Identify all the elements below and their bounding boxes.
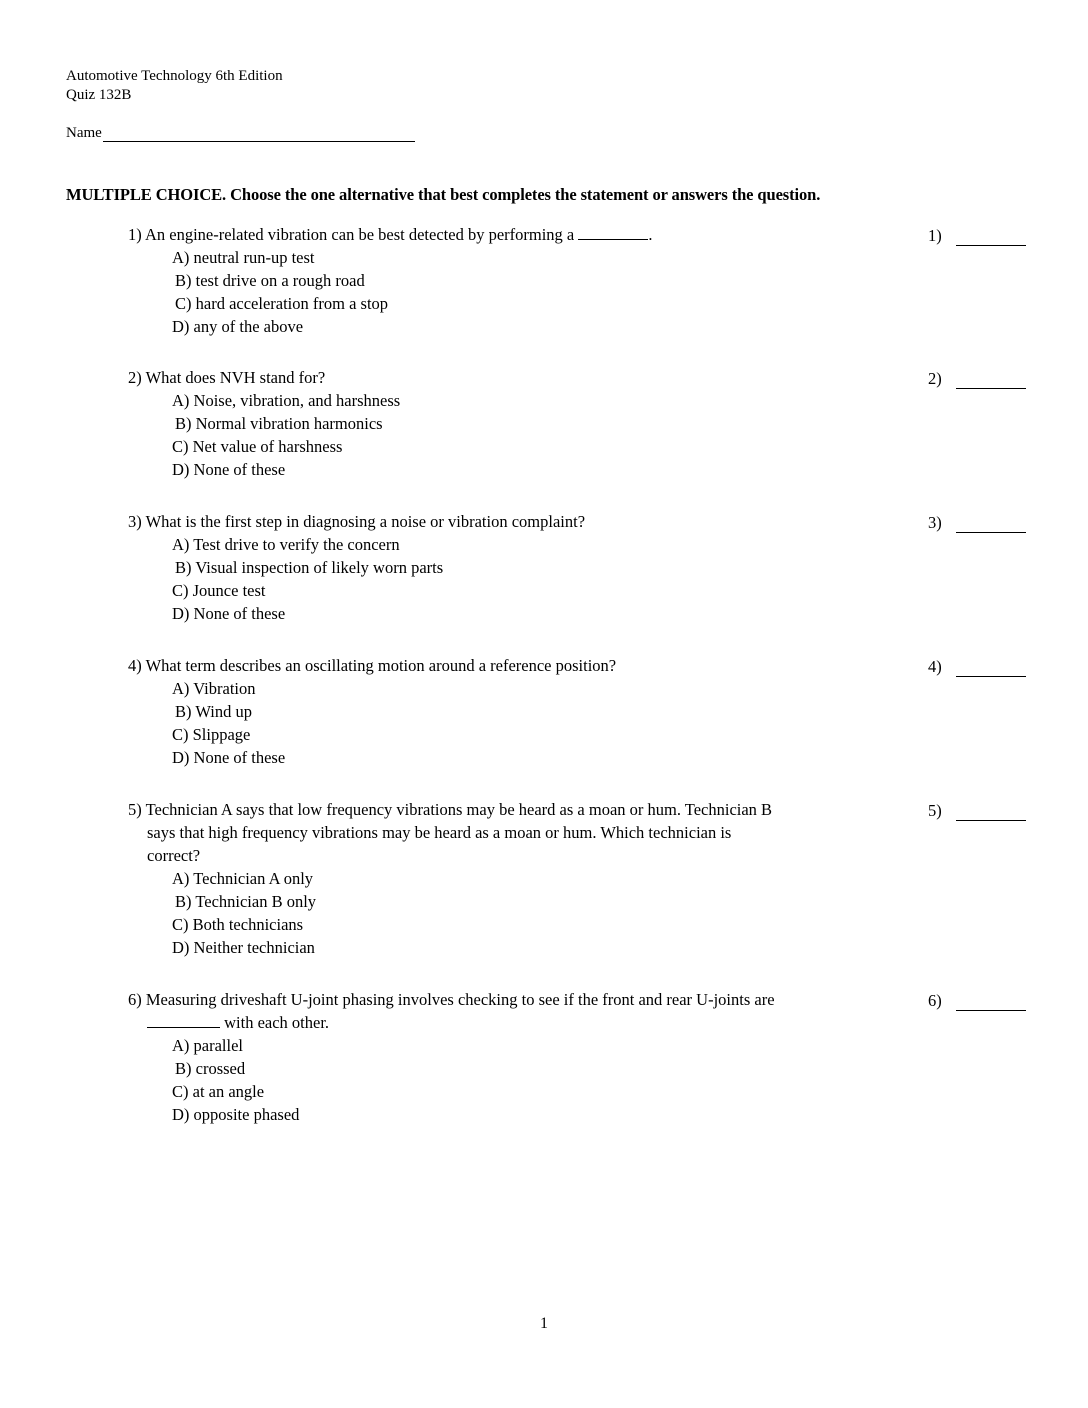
quiz-id: Quiz 132B [66, 87, 132, 103]
name-input-line[interactable] [103, 125, 415, 142]
answer-line[interactable] [956, 518, 1026, 533]
page-number: 1 [540, 1315, 548, 1332]
answer-slot [928, 654, 1026, 677]
name-label: Name [66, 125, 102, 141]
option-c: C) hard acceleration from a stop [175, 294, 389, 313]
fill-in-blank [147, 1012, 220, 1028]
answer-line[interactable] [956, 374, 1026, 389]
question-stem-line-1: 6) Measuring driveshaft U-joint phasing involves checking to see if the front and rear U-joints are [128, 990, 775, 1009]
option-b: B) Normal vibration harmonics [175, 414, 383, 433]
question-stem: 1) An engine-related vibration can be best detected by performing a . [128, 225, 653, 244]
option-d: D) None of these [172, 460, 286, 479]
question-stem: 2) What does NVH stand for? [128, 368, 326, 387]
option-d: D) any of the above [172, 317, 304, 336]
option-b: B) Visual inspection of likely worn parts [175, 558, 444, 577]
option-a: A) parallel [172, 1036, 244, 1055]
document-header [66, 67, 283, 105]
question-stem-line-2: with each other. [128, 1011, 1088, 1034]
option-b: B) test drive on a rough road [175, 271, 365, 290]
answer-slot [928, 988, 1026, 1011]
answer-line[interactable] [956, 231, 1026, 246]
option-a: A) Technician A only [172, 869, 314, 888]
answer-slot [928, 366, 1026, 389]
answer-number: 3) [928, 513, 942, 532]
question-1 [128, 223, 1088, 338]
option-c: C) Slippage [172, 725, 251, 744]
option-c: C) Jounce test [172, 581, 266, 600]
option-d: D) Neither technician [172, 938, 315, 957]
answer-number: 1) [928, 226, 942, 245]
answer-number: 4) [928, 657, 942, 676]
name-field-row [66, 125, 415, 142]
answer-number: 6) [928, 991, 942, 1010]
option-b: B) Wind up [175, 702, 252, 721]
answer-number: 2) [928, 369, 942, 388]
option-a: A) Vibration [172, 679, 256, 698]
question-4 [128, 654, 1088, 769]
fill-in-blank [578, 224, 648, 240]
answer-slot [928, 510, 1026, 533]
answer-slot [928, 798, 1026, 821]
question-5 [128, 798, 1088, 959]
option-b: B) crossed [175, 1059, 246, 1078]
answer-slot [928, 223, 1026, 246]
option-c: C) at an angle [172, 1082, 265, 1101]
answer-line[interactable] [956, 662, 1026, 677]
book-title: Automotive Technology 6th Edition [66, 68, 283, 84]
option-a: A) neutral run-up test [172, 248, 315, 267]
option-a: A) Noise, vibration, and harshness [172, 391, 401, 410]
option-a: A) Test drive to verify the concern [172, 535, 400, 554]
option-c: C) Net value of harshness [172, 437, 343, 456]
question-stem: 4) What term describes an oscillating motion around a reference position? [128, 656, 617, 675]
option-c: C) Both technicians [172, 915, 304, 934]
option-b: B) Technician B only [175, 892, 317, 911]
option-d: D) None of these [172, 604, 286, 623]
question-stem-line-1: 5) Technician A says that low frequency vibrations may be heard as a moan or hum. Technician B [128, 800, 773, 819]
question-3 [128, 510, 1088, 625]
question-6 [128, 988, 1088, 1126]
question-stem: 3) What is the first step in diagnosing a noise or vibration complaint? [128, 512, 586, 531]
answer-line[interactable] [956, 806, 1026, 821]
instructions: MULTIPLE CHOICE. Choose the one alternative that best completes the statement or answers the question. [66, 185, 821, 204]
option-d: D) None of these [172, 748, 286, 767]
question-2 [128, 366, 1088, 481]
answer-number: 5) [928, 801, 942, 820]
option-d: D) opposite phased [172, 1105, 300, 1124]
question-stem-line-3: correct? [147, 846, 201, 865]
question-stem-line-2: says that high frequency vibrations may be heard as a moan or hum. Which technician is [147, 823, 732, 842]
answer-line[interactable] [956, 996, 1026, 1011]
